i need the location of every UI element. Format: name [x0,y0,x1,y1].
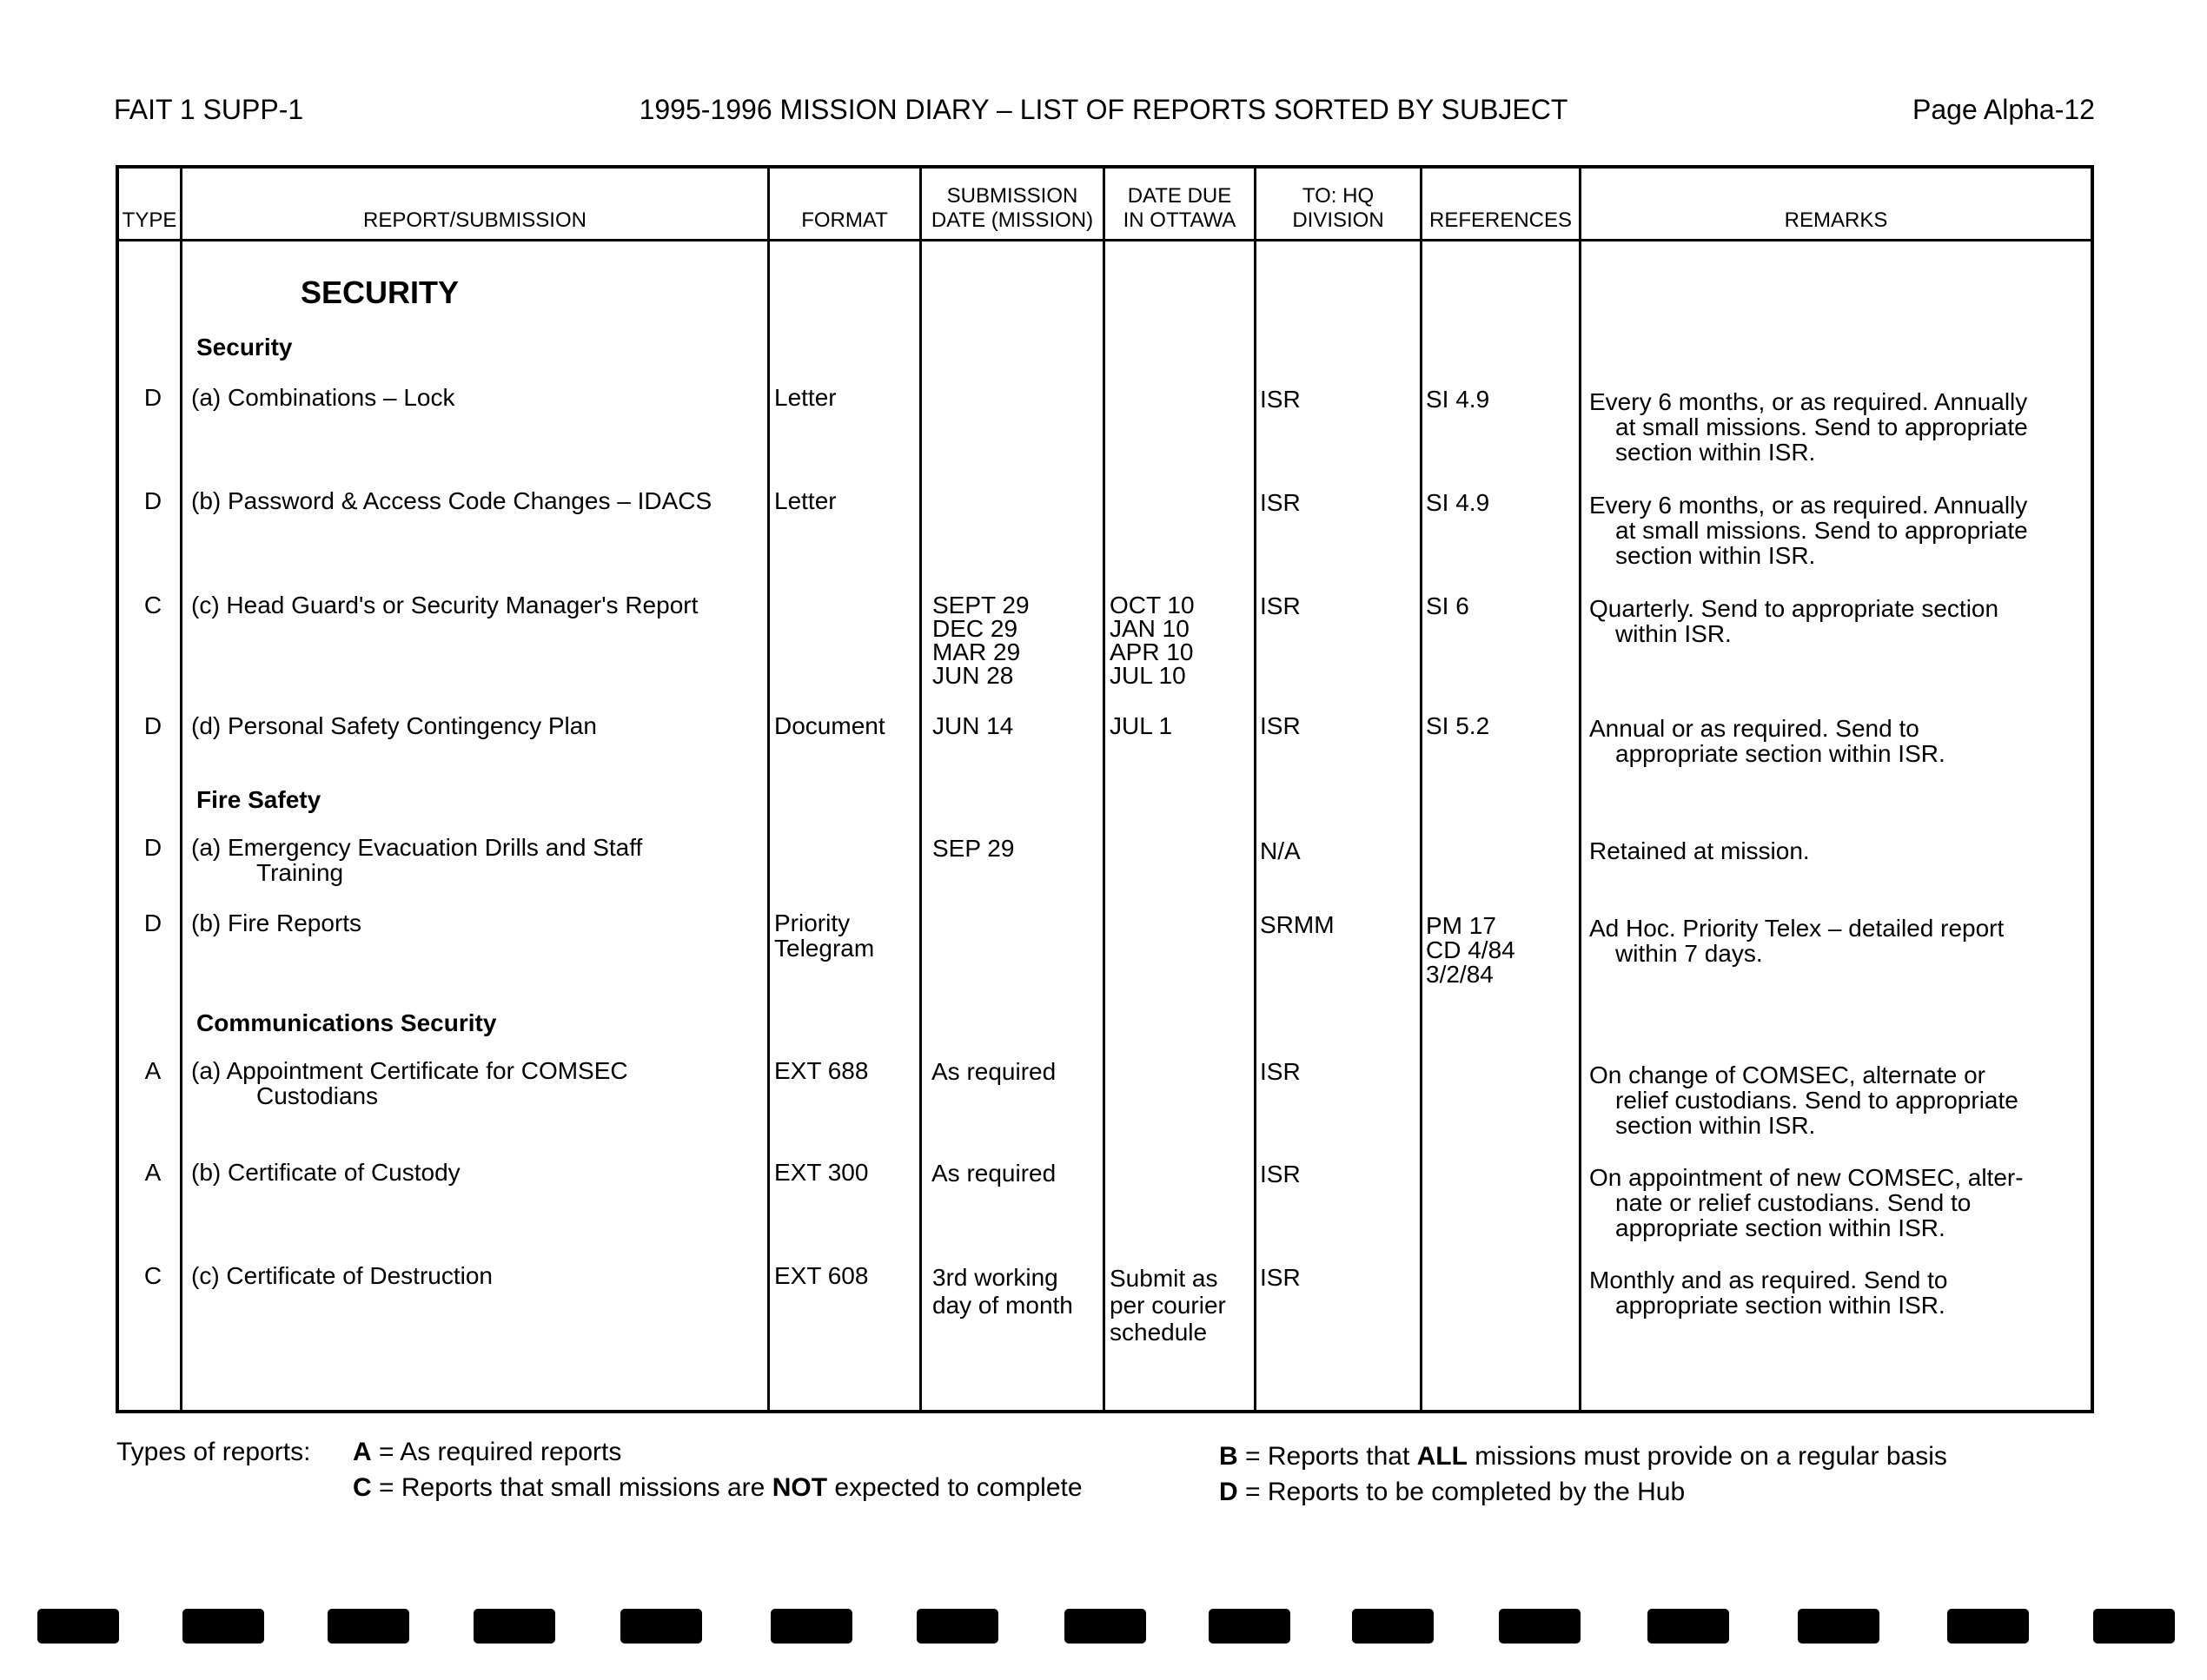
row-remarks: Retained at mission. [1589,837,1810,864]
row-submission-date: As required [931,1058,1057,1085]
row-submission-date: JUN 14 [932,712,1014,739]
row-type: D [143,712,162,739]
col-header-type: TYPE [122,208,177,232]
row-report: (c) Certificate of Destruction [191,1262,493,1289]
row-references: PM 17 CD 4/84 3/2/84 [1426,912,1515,988]
row-remarks: Every 6 months, or as required. Annually at small missions. Send to appropriate section within ISR. [1589,492,2028,569]
row-references: SI 4.9 [1426,489,1490,516]
column-divider [1420,165,1422,1413]
row-division: ISR [1260,1264,1301,1291]
row-report: (b) Password & Access Code Changes – IDACS [191,487,712,514]
column-divider [180,165,182,1413]
row-remarks: Quarterly. Send to appropriate section within ISR. [1589,595,1999,647]
column-divider [1254,165,1256,1413]
row-remarks: Monthly and as required. Send to appropriate section within ISR. [1589,1267,1948,1319]
row-submission-date: 3rd working day of month [932,1264,1073,1319]
row-format: Letter [774,487,837,514]
legend-label: Types of reports: [116,1438,311,1466]
row-format: EXT 688 [774,1057,869,1084]
row-division: ISR [1260,592,1301,619]
registration-mark [1647,1609,1729,1644]
registration-mark [1499,1609,1581,1644]
section-title: SECURITY [301,274,460,310]
row-references: SI 6 [1426,592,1469,619]
row-remarks: On change of COMSEC, alternate or relief custodians. Send to appropriate section within ISR. [1589,1062,2018,1139]
page-number: Page Alpha-12 [1912,94,2095,125]
row-type: D [143,487,162,514]
registration-mark [1798,1609,1879,1644]
row-format: EXT 608 [774,1262,869,1289]
row-division: ISR [1260,1161,1301,1187]
column-divider [767,165,770,1413]
col-header-references: REFERENCES [1428,208,1573,232]
registration-mark [37,1609,119,1644]
row-division: SRMM [1260,911,1335,938]
legend-a: A = As required reports [353,1438,622,1466]
row-report: (d) Personal Safety Contingency Plan [191,712,597,739]
row-remarks: Ad Hoc. Priority Telex – detailed report within 7 days. [1589,915,2005,967]
header-rule [116,239,2094,241]
registration-mark [474,1609,555,1644]
row-type: D [143,909,162,936]
row-remarks: Every 6 months, or as required. Annually at small missions. Send to appropriate section within ISR. [1589,388,2028,466]
subsection-security: Security [196,334,293,360]
row-references: SI 5.2 [1426,712,1490,739]
registration-mark [1352,1609,1434,1644]
column-divider [919,165,922,1413]
row-report: (b) Certificate of Custody [191,1159,461,1186]
row-references: SI 4.9 [1426,386,1490,413]
col-header-report: REPORT/SUBMISSION [363,208,587,232]
registration-mark [182,1609,264,1644]
row-type: D [143,384,162,411]
row-report: (b) Fire Reports [191,909,362,936]
subsection-fire-safety: Fire Safety [196,786,321,813]
row-report: (a) Appointment Certificate for COMSEC Custodians [191,1057,628,1109]
legend-d: D = Reports to be completed by the Hub [1219,1478,1686,1506]
legend-c: C = Reports that small missions are NOT expected to complete [353,1473,1083,1502]
row-format: Document [774,712,885,739]
registration-mark [1209,1609,1290,1644]
row-remarks: On appointment of new COMSEC, alter- nate or relief custodians. Send to appropriate section within ISR. [1589,1164,2024,1241]
row-date-due: JUL 1 [1110,712,1173,739]
row-division: ISR [1260,489,1301,516]
col-header-remarks: REMARKS [1784,208,1888,232]
row-type: A [144,1057,162,1084]
registration-mark [1947,1609,2029,1644]
row-division: ISR [1260,712,1301,739]
row-format: EXT 300 [774,1159,869,1186]
col-header-date-due: DATE DUE IN OTTAWA [1123,184,1236,232]
registration-mark [620,1609,702,1644]
row-format: Letter [774,384,837,411]
row-type: C [143,592,162,618]
row-submission-date: SEP 29 [932,835,1015,862]
column-divider [1103,165,1105,1413]
registration-mark [1064,1609,1146,1644]
row-type: D [143,834,162,861]
row-report: (a) Combinations – Lock [191,384,455,411]
document-title: 1995-1996 MISSION DIARY – LIST OF REPORTS SORTED BY SUBJECT [639,94,1568,125]
registration-mark [328,1609,409,1644]
row-report: (a) Emergency Evacuation Drills and Staff Training [191,834,643,886]
column-divider [1579,165,1581,1413]
row-format: Priority Telegram [774,909,875,962]
row-submission-date: SEPT 29 DEC 29 MAR 29 JUN 28 [932,592,1030,689]
row-division: ISR [1260,386,1301,413]
legend-b: B = Reports that ALL missions must provide on a regular basis [1219,1442,1947,1471]
row-type: C [143,1262,162,1289]
row-submission-date: As required [931,1160,1057,1187]
col-header-division: TO: HQ DIVISION [1292,184,1384,232]
registration-mark [2093,1609,2175,1644]
registration-mark [917,1609,998,1644]
col-header-submission-date: SUBMISSION DATE (MISSION) [931,184,1094,232]
document-code: FAIT 1 SUPP-1 [114,94,304,125]
row-division: N/A [1260,837,1301,864]
row-report: (c) Head Guard's or Security Manager's Report [191,592,699,618]
col-header-format: FORMAT [801,208,888,232]
row-type: A [144,1159,162,1186]
subsection-communications-security: Communications Security [196,1009,497,1036]
row-division: ISR [1260,1058,1301,1085]
row-date-due: OCT 10 JAN 10 APR 10 JUL 10 [1110,592,1195,689]
row-remarks: Annual or as required. Send to appropriate section within ISR. [1589,715,1945,767]
registration-mark [771,1609,852,1644]
row-date-due: Submit as per courier schedule [1110,1265,1226,1346]
